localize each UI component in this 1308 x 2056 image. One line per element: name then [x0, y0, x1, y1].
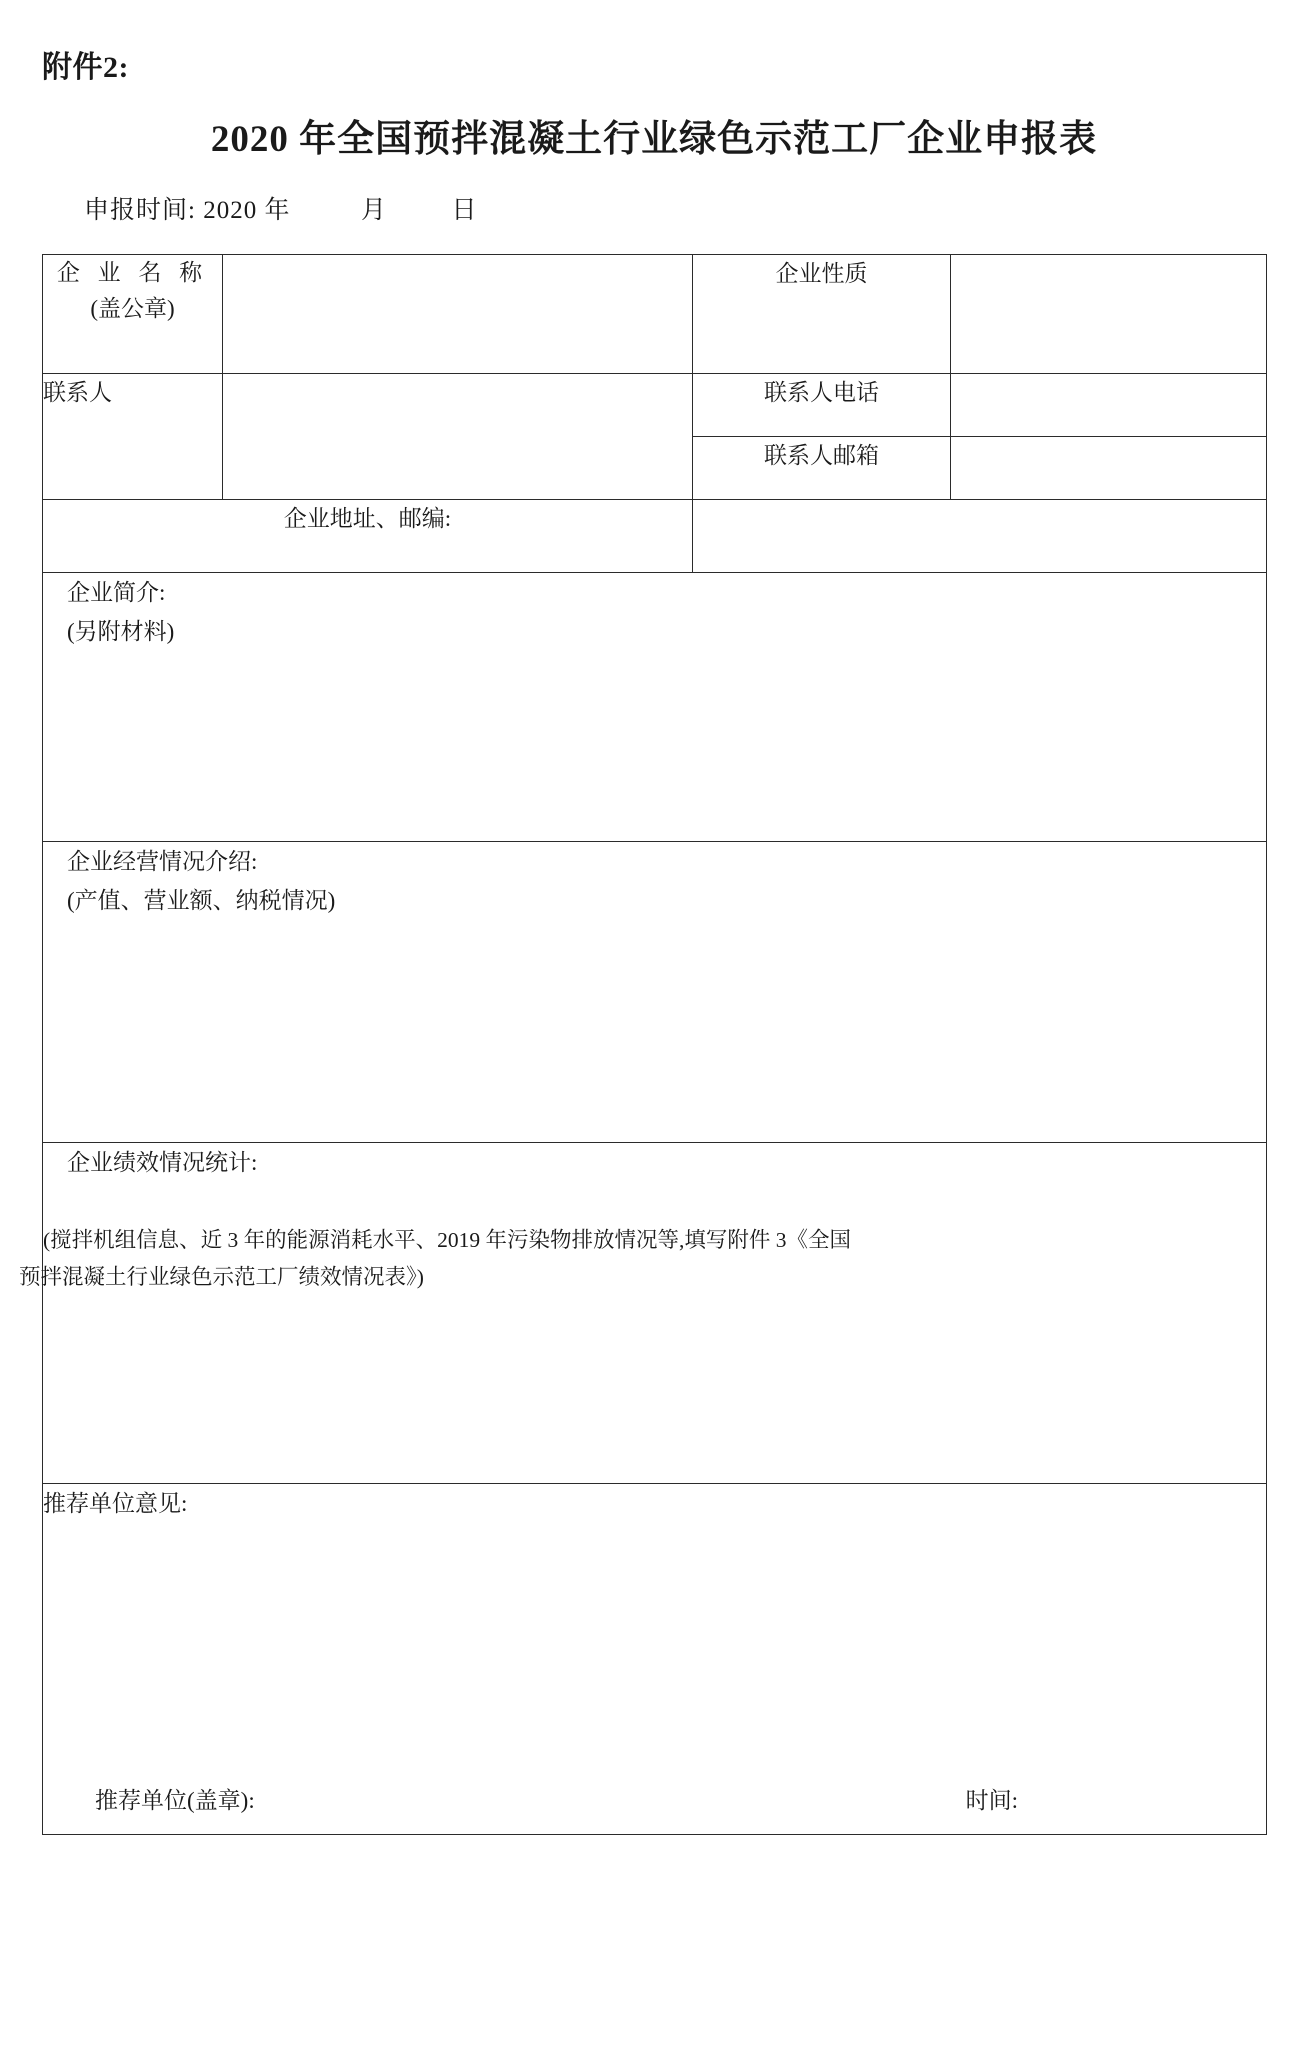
company-intro-note: (另附材料) — [67, 619, 175, 645]
company-performance-note-line1: (搅拌机组信息、近 3 年的能源消耗水平、2019 年污染物排放情况等,填写附件 3《全国 — [43, 1227, 852, 1252]
declaration-year: 2020 年 — [203, 197, 291, 224]
table-row-contact-phone — [43, 374, 1267, 437]
company-operation-note: (产值、营业额、纳税情况) — [67, 888, 336, 914]
table-row-address — [43, 500, 1267, 573]
table-row-intro — [43, 573, 1267, 842]
page-title: 2020 年全国预拌混凝土行业绿色示范工厂企业申报表 — [210, 119, 1098, 160]
company-intro-label: 企业简介: — [67, 580, 166, 605]
company-nature-label-cell: 企业性质 — [693, 255, 951, 374]
contact-phone-value-cell[interactable] — [951, 374, 1267, 437]
contact-email-label-cell: 联系人邮箱 — [693, 437, 951, 500]
recommend-time-label: 时间: — [965, 1787, 1018, 1813]
company-performance-cell[interactable] — [19, 1143, 1267, 1484]
table-row-company-name — [43, 255, 1267, 374]
application-form-table — [19, 254, 1267, 1835]
recommend-unit-label: 推荐单位(盖章): — [95, 1787, 255, 1813]
contact-phone-label-cell: 联系人电话 — [693, 374, 951, 437]
company-operation-cell[interactable] — [43, 842, 1267, 1143]
declaration-day: 日 — [451, 197, 478, 224]
contact-label-cell: 联系人 — [43, 374, 223, 500]
attachment-label: 附件2: — [42, 51, 129, 84]
declaration-month: 月 — [360, 197, 387, 224]
declaration-prefix: 申报时间: — [84, 197, 196, 224]
recommendation-label: 推荐单位意见: — [43, 1491, 188, 1516]
company-performance-label: 企业绩效情况统计: — [67, 1150, 258, 1175]
company-name-label-cell — [43, 255, 223, 374]
recommendation-cell[interactable] — [43, 1484, 1267, 1835]
contact-email-value-cell[interactable] — [951, 437, 1267, 500]
company-intro-cell[interactable] — [43, 573, 1267, 842]
company-name-value-cell[interactable] — [223, 255, 693, 374]
company-operation-label: 企业经营情况介绍: — [67, 849, 258, 874]
recommendation-footer — [43, 1781, 1266, 1820]
address-label-cell: 企业地址、邮编: — [43, 500, 693, 573]
table-row-recommendation — [43, 1484, 1267, 1835]
address-value-cell[interactable] — [693, 500, 1267, 573]
table-row-operation — [43, 842, 1267, 1143]
company-performance-note — [19, 1190, 1266, 1297]
contact-value-cell[interactable] — [223, 374, 693, 500]
table-row-performance — [43, 1143, 1267, 1484]
company-performance-note-line2: 预拌混凝土行业绿色示范工厂绩效情况表》) — [19, 1265, 424, 1290]
declaration-date-line — [84, 190, 1266, 226]
company-name-label: 企 业 名 称 — [56, 260, 209, 285]
company-name-sublabel: (盖公章) — [90, 295, 175, 321]
company-nature-value-cell[interactable] — [951, 255, 1267, 374]
